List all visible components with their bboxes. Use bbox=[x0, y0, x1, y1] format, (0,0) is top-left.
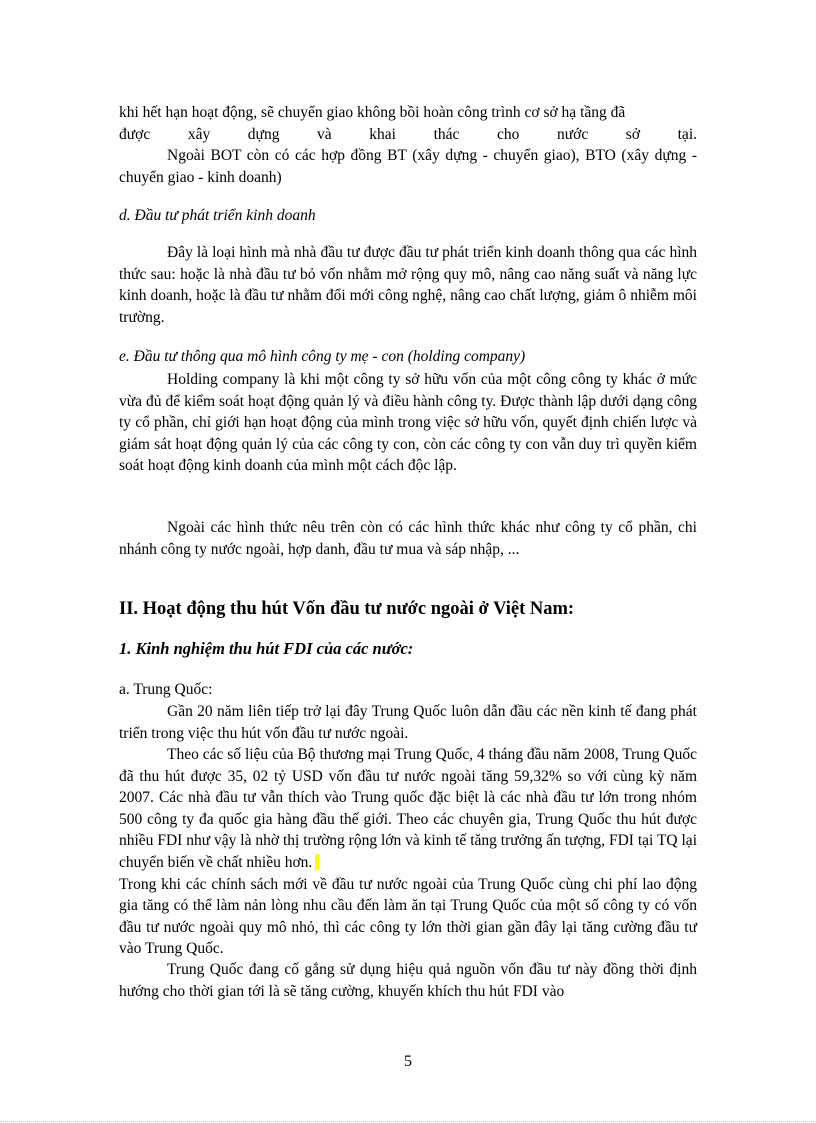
paragraph-china-2-text: Theo các số liệu của Bộ thương mại Trung Quốc, 4 tháng đầu năm 2008, Trung Quốc đã thu hút được 35, 02 tỷ USD vốn đầu tư nước ngoài tăng 59,32% so với cùng kỳ năm 2007. Các nhà đầu tư vẫn thích vào Trung quốc đặc biệt là các nhà đầu tư lớn trong nhóm 500 công ty đa quốc gia hàng đầu thế giới. Theo các chuyên gia, Trung Quốc thu hút được nhiều FDI như vậy là nhờ thị trường rộng lớn và kinh tế tăng trưởng ấn tượng, FDI tại TQ lại chuyển biến về chất nhiều hơn. bbox=[119, 746, 697, 871]
page-bottom-divider bbox=[0, 1121, 816, 1122]
page-number: 5 bbox=[404, 1053, 412, 1070]
para-line: Ngoài BOT còn có các hợp đồng BT (xây dựng - chuyển giao), BTO (xây dựng - chuyển giao - kinh doanh) bbox=[119, 147, 697, 186]
paragraph-d-body: Đây là loại hình mà nhà đầu tư được đầu tư phát triển kinh doanh thông qua các hình thức sau: hoặc là nhà đầu tư bỏ vốn nhằm mở rộng quy mô, nâng cao năng suất và năng lực kinh doanh, hoặc là đầu tư nhằm đổi mới công nghệ, nâng cao chất lượng, giảm ô nhiễm môi trường. bbox=[119, 244, 697, 326]
highlight-mark bbox=[315, 854, 319, 870]
section-heading-e: e. Đầu tư thông qua mô hình công ty mẹ - con (holding company) bbox=[119, 348, 526, 365]
section-heading-ii: II. Hoạt động thu hút Vốn đầu tư nước ngoài ở Việt Nam: bbox=[119, 599, 575, 619]
paragraph-china-1: Gần 20 năm liên tiếp trở lại đây Trung Quốc luôn dẫn đầu các nền kinh tế đang phát triển trong việc thu hút vốn đầu tư nước ngoài. bbox=[119, 703, 697, 742]
paragraph-e-body: Holding company là khi một công ty sở hữu vốn của một công công ty khác ở mức vừa đủ để kiểm soát hoạt động quản lý và điều hành công ty. Được thành lập dưới dạng công ty cổ phần, chỉ giới hạn hoạt động của mình trong việc sở hữu vốn, quyết định chiến lược và giám sát hoạt động quản lý của các công ty con, còn các công ty con vẫn duy trì quyền kiểm soát hoạt động kinh doanh của mình một cách độc lập. bbox=[119, 371, 697, 475]
para-bot-continued bbox=[119, 102, 697, 188]
paragraph-china-2-cont: Trong khi các chính sách mới về đầu tư nước ngoài của Trung Quốc cùng chi phí lao động gia tăng có thể làm nản lòng nhu cầu đến làm ăn tại Trung Quốc của một số công ty có vốn đầu tư nước ngoài quy mô nhỏ, thì các công ty lớn thời gian gần đây lại tăng cường đầu tư vào Trung Quốc. bbox=[119, 875, 697, 958]
paragraph-other-forms: Ngoài các hình thức nêu trên còn có các hình thức khác như công ty cổ phần, chi nhánh công ty nước ngoài, hợp danh, đầu tư mua và sáp nhập, ... bbox=[119, 519, 697, 558]
paragraph-china-3: Trung Quốc đang cố gắng sử dụng hiệu quả nguồn vốn đầu tư này đồng thời định hướng cho thời gian tới là sẽ tăng cường, khuyến khích thu hút FDI vào bbox=[119, 961, 697, 1000]
para-line: khi hết hạn hoạt động, sẽ chuyển giao không bồi hoàn công trình cơ sở hạ tầng đã bbox=[119, 104, 626, 121]
paragraph-china-2 bbox=[119, 744, 697, 960]
sub-heading-china: a. Trung Quốc: bbox=[119, 681, 213, 698]
sub-heading-experience: 1. Kinh nghiệm thu hút FDI của các nước: bbox=[119, 639, 414, 658]
section-heading-d: d. Đầu tư phát triển kinh doanh bbox=[119, 207, 316, 224]
para-line: được xây dựng và khai thác cho nước sở tại. bbox=[119, 125, 697, 143]
